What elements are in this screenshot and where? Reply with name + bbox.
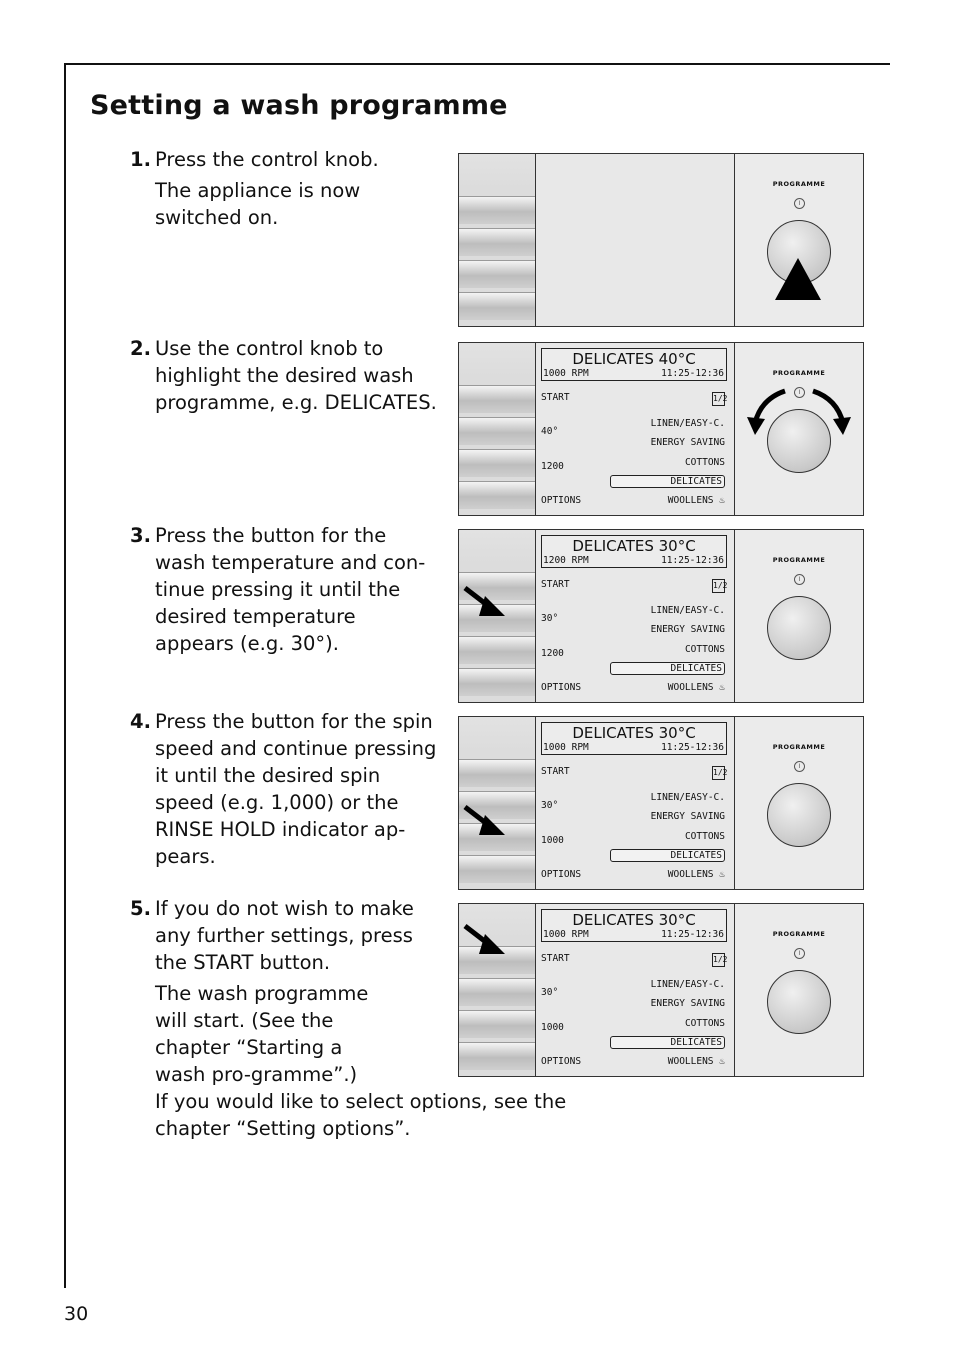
prog-linen: LINEN/EASY-C. bbox=[650, 979, 725, 990]
prog-cottons: COTTONS bbox=[684, 1018, 725, 1029]
prog-linen: LINEN/EASY-C. bbox=[650, 418, 725, 429]
rotate-arrows-icon bbox=[735, 343, 863, 515]
button-strip bbox=[459, 904, 536, 1076]
step-number: 2. bbox=[130, 337, 151, 360]
control-knob[interactable] bbox=[767, 783, 831, 847]
prog-woollens: WOOLLENS ♨ bbox=[667, 1056, 725, 1067]
display bbox=[536, 717, 735, 889]
page-title: Setting a wash programme bbox=[90, 90, 508, 121]
lcd-title: DELICATES 30°C bbox=[572, 911, 696, 929]
prog-cottons: COTTONS bbox=[684, 831, 725, 842]
power-icon: I bbox=[794, 574, 805, 585]
prog-energy: ENERGY SAVING bbox=[650, 624, 725, 635]
start-label[interactable]: START bbox=[541, 579, 570, 590]
button-strip bbox=[459, 717, 536, 889]
power-icon: I bbox=[794, 387, 805, 398]
power-icon: I bbox=[794, 198, 805, 209]
panel-button[interactable] bbox=[459, 292, 535, 320]
options-label[interactable]: OPTIONS bbox=[541, 682, 582, 693]
lcd-title: DELICATES 30°C bbox=[572, 724, 696, 742]
spin-value[interactable]: 1200 bbox=[541, 461, 564, 472]
press-arrow-icon bbox=[459, 717, 535, 889]
button-strip bbox=[459, 154, 536, 326]
step-text: Use the control knob to highlight the desired wash programme, e.g. DELICATES. bbox=[155, 337, 437, 414]
temp-value[interactable]: 30° bbox=[541, 987, 559, 998]
step-text: Press the control knob. bbox=[155, 148, 379, 171]
lcd-spin-readout: 1200 RPM bbox=[543, 555, 589, 566]
programme-label: PROGRAMME bbox=[772, 369, 826, 377]
control-panel-5 bbox=[458, 903, 864, 1077]
press-arrow-icon bbox=[735, 154, 863, 326]
lcd-time: 11:25-12:36 bbox=[661, 929, 724, 940]
knob-area bbox=[735, 904, 863, 1076]
temp-value[interactable]: 40° bbox=[541, 426, 559, 437]
lcd-spin-readout: 1000 RPM bbox=[543, 929, 589, 940]
programme-label: PROGRAMME bbox=[772, 180, 826, 188]
control-panel-1 bbox=[458, 153, 864, 327]
step-3 bbox=[130, 522, 442, 657]
step-2 bbox=[130, 335, 442, 416]
start-label[interactable]: START bbox=[541, 766, 570, 777]
knob-area bbox=[735, 717, 863, 889]
programme-label: PROGRAMME bbox=[772, 930, 826, 938]
start-label[interactable]: START bbox=[541, 392, 570, 403]
half-load-icon: 1/2 bbox=[712, 579, 725, 593]
prog-linen: LINEN/EASY-C. bbox=[650, 605, 725, 616]
panel-button[interactable] bbox=[459, 385, 535, 413]
display bbox=[536, 343, 735, 515]
lcd-spin-readout: 1000 RPM bbox=[543, 742, 589, 753]
spin-value[interactable]: 1200 bbox=[541, 648, 564, 659]
knob-area bbox=[735, 530, 863, 702]
prog-delicates-selected: DELICATES bbox=[610, 475, 725, 488]
knob-area bbox=[735, 154, 863, 326]
programme-label: PROGRAMME bbox=[772, 556, 826, 564]
press-arrow-icon bbox=[459, 904, 535, 1076]
power-icon: I bbox=[794, 948, 805, 959]
control-panel-2 bbox=[458, 342, 864, 516]
lcd-screen bbox=[541, 722, 728, 880]
options-label[interactable]: OPTIONS bbox=[541, 869, 582, 880]
button-strip bbox=[459, 530, 536, 702]
temp-value[interactable]: 30° bbox=[541, 613, 559, 624]
control-panel-4 bbox=[458, 716, 864, 890]
step-text: If you do not wish to make any further settings, press the START button. bbox=[155, 897, 414, 974]
panel-button[interactable] bbox=[459, 481, 535, 509]
page-number: 30 bbox=[64, 1303, 89, 1325]
control-knob[interactable] bbox=[767, 970, 831, 1034]
prog-woollens: WOOLLENS ♨ bbox=[667, 869, 725, 880]
step-text: Press the button for the spin speed and continue pressing it until the desired spin speed (e.g. 1,000) or the RINSE HOLD indicator ap-pears. bbox=[155, 710, 437, 868]
prog-cottons: COTTONS bbox=[684, 457, 725, 468]
step-text: Press the button for the wash temperature and con-tinue pressing it until the desired temperature appears (e.g. 30°). bbox=[155, 524, 426, 655]
half-load-icon: 1/2 bbox=[712, 392, 725, 406]
panel-button[interactable] bbox=[459, 449, 535, 477]
prog-linen: LINEN/EASY-C. bbox=[650, 792, 725, 803]
control-panel-3 bbox=[458, 529, 864, 703]
step-number: 4. bbox=[130, 710, 151, 733]
woollens-icon: ♨ bbox=[719, 495, 725, 506]
lcd-spin-readout: 1000 RPM bbox=[543, 368, 589, 379]
step-text: The appliance is now switched on. bbox=[155, 179, 361, 229]
prog-delicates-selected: DELICATES bbox=[610, 662, 725, 675]
knob-area bbox=[735, 343, 863, 515]
woollens-icon: ♨ bbox=[719, 682, 725, 693]
woollens-icon: ♨ bbox=[719, 1056, 725, 1067]
half-load-icon: 1/2 bbox=[712, 766, 725, 780]
panel-button[interactable] bbox=[459, 196, 535, 224]
programme-label: PROGRAMME bbox=[772, 743, 826, 751]
frame-left-rule bbox=[64, 63, 66, 1288]
start-label[interactable]: START bbox=[541, 953, 570, 964]
lcd-time: 11:25-12:36 bbox=[661, 555, 724, 566]
options-label[interactable]: OPTIONS bbox=[541, 1056, 582, 1067]
lcd-title: DELICATES 30°C bbox=[572, 537, 696, 555]
panel-button[interactable] bbox=[459, 228, 535, 256]
display bbox=[536, 530, 735, 702]
step-text: The wash programme will start. (See the chapter “Starting a wash pro-gramme”.) bbox=[155, 982, 369, 1086]
prog-woollens: WOOLLENS ♨ bbox=[667, 495, 725, 506]
prog-delicates-selected: DELICATES bbox=[610, 849, 725, 862]
frame-top-rule bbox=[64, 63, 890, 65]
prog-energy: ENERGY SAVING bbox=[650, 811, 725, 822]
control-knob[interactable] bbox=[767, 596, 831, 660]
step-1 bbox=[130, 146, 442, 231]
display bbox=[536, 904, 735, 1076]
step-number: 5. bbox=[130, 897, 151, 920]
half-load-icon: 1/2 bbox=[712, 953, 725, 967]
display-off bbox=[536, 154, 735, 326]
lcd-time: 11:25-12:36 bbox=[661, 368, 724, 379]
temp-value[interactable]: 30° bbox=[541, 800, 559, 811]
woollens-icon: ♨ bbox=[719, 869, 725, 880]
lcd-screen bbox=[541, 909, 728, 1067]
prog-cottons: COTTONS bbox=[684, 644, 725, 655]
step-note: If you would like to select options, see the chapter “Setting options”. bbox=[155, 1090, 567, 1140]
step-4 bbox=[130, 708, 442, 870]
prog-energy: ENERGY SAVING bbox=[650, 998, 725, 1009]
spin-value[interactable]: 1000 bbox=[541, 835, 564, 846]
prog-delicates-selected: DELICATES bbox=[610, 1036, 725, 1049]
spin-value[interactable]: 1000 bbox=[541, 1022, 564, 1033]
panel-button[interactable] bbox=[459, 260, 535, 288]
power-icon: I bbox=[794, 761, 805, 772]
lcd-screen bbox=[541, 535, 728, 693]
lcd-time: 11:25-12:36 bbox=[661, 742, 724, 753]
lcd-screen bbox=[541, 348, 728, 506]
panel-button[interactable] bbox=[459, 417, 535, 445]
step-number: 1. bbox=[130, 148, 151, 171]
step-number: 3. bbox=[130, 524, 151, 547]
options-label[interactable]: OPTIONS bbox=[541, 495, 582, 506]
prog-energy: ENERGY SAVING bbox=[650, 437, 725, 448]
prog-woollens: WOOLLENS ♨ bbox=[667, 682, 725, 693]
button-strip bbox=[459, 343, 536, 515]
lcd-title: DELICATES 40°C bbox=[572, 350, 696, 368]
press-arrow-icon bbox=[459, 530, 535, 702]
